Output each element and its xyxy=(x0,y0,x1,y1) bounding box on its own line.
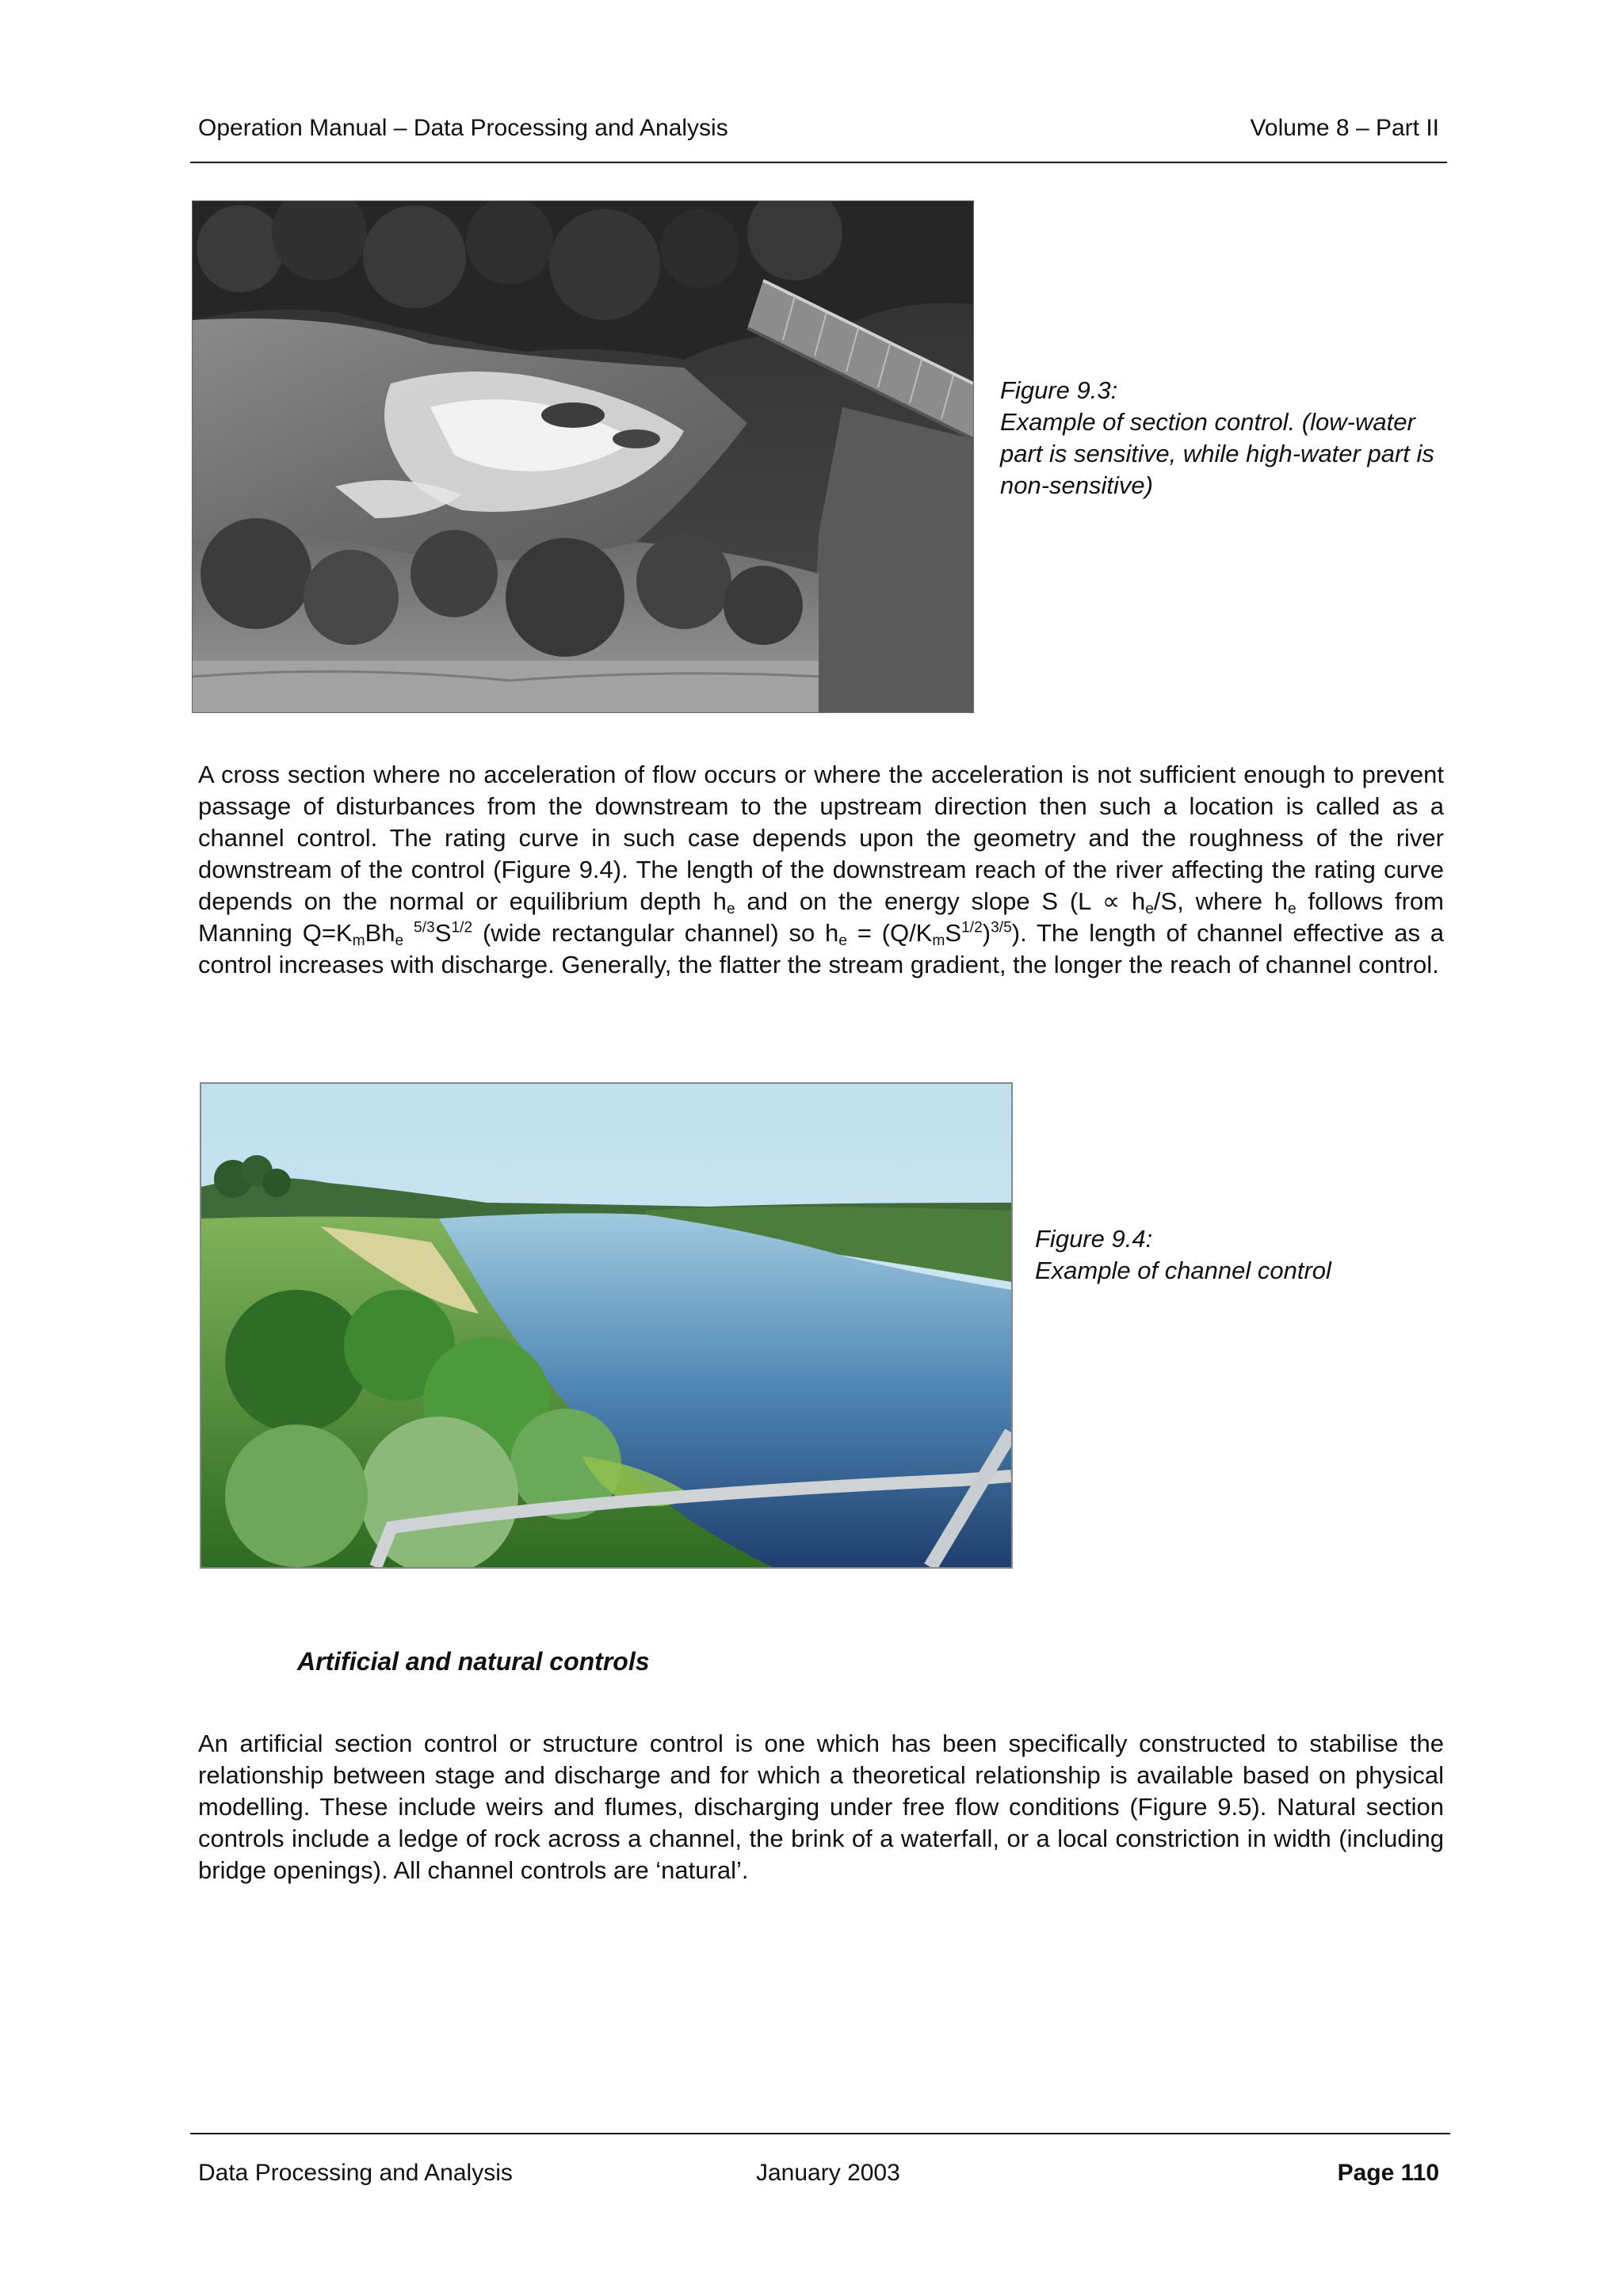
header-rule xyxy=(190,162,1447,163)
figure-9-4-photo xyxy=(200,1082,1013,1569)
paragraph-artificial-controls: An artificial section control or structure control is one which has been specifically constructed to stabilise the relationship between stage and discharge and for which a theoretical relationship is available based on physical modelling. These include weirs and flumes, discharging under free flow conditions (Figure 9.5). Natural section controls include a ledge of rock across a channel, the brink of a waterfall, or a local constriction in width (including bridge openings). All channel controls are ‘natural’. xyxy=(198,1730,1444,1884)
figure-9-3-label: Figure 9.3: xyxy=(1000,376,1118,404)
figure-9-3-photo xyxy=(192,200,974,713)
figure-9-4-text: Example of channel control xyxy=(1035,1257,1331,1284)
section-heading: Artificial and natural controls xyxy=(297,1647,650,1676)
figure-9-4-label: Figure 9.4: xyxy=(1035,1225,1153,1253)
figure-9-4-caption xyxy=(1035,1223,1447,1287)
paragraph-channel-control: A cross section where no acceleration of flow occurs or where the acceleration is not sufficient enough to prevent passage of disturbances from the downstream to the upstream direction then such a location is called as a channel control. The rating curve in such case depends upon the geometry and the roughness of the river downstream of the control (Figure 9.4). The length of the downstream reach of the river affecting the rating curve depends on the normal or equilibrium depth $h_e$ and on the energy slope S ($L \propto h_e/S$, where $h_e$ follows from Manning $Q=K_mBh_e$ $^{5/3}S^{1/2}$ (wide rectangular channel) so $h_e = (Q/K_mS^{1/2})^{3/5}$). The length of channel effective as a control increases with discharge. Generally, the flatter the stream gradient, the longer the reach of channel control. xyxy=(198,761,1445,978)
header-title: Operation Manual – Data Processing and Analysis xyxy=(198,115,728,141)
figure-9-3-caption xyxy=(1000,375,1444,502)
footer-page-number: Page 110 xyxy=(1337,2160,1439,2186)
footer-rule xyxy=(190,2133,1450,2134)
figure-9-3-text: Example of section control. (low-water part is sensitive, while high-water part is non-sensitive) xyxy=(1000,408,1434,499)
header-volume: Volume 8 – Part II xyxy=(1250,115,1439,141)
footer-date: January 2003 xyxy=(756,2160,900,2186)
footer-title: Data Processing and Analysis xyxy=(198,2160,513,2186)
